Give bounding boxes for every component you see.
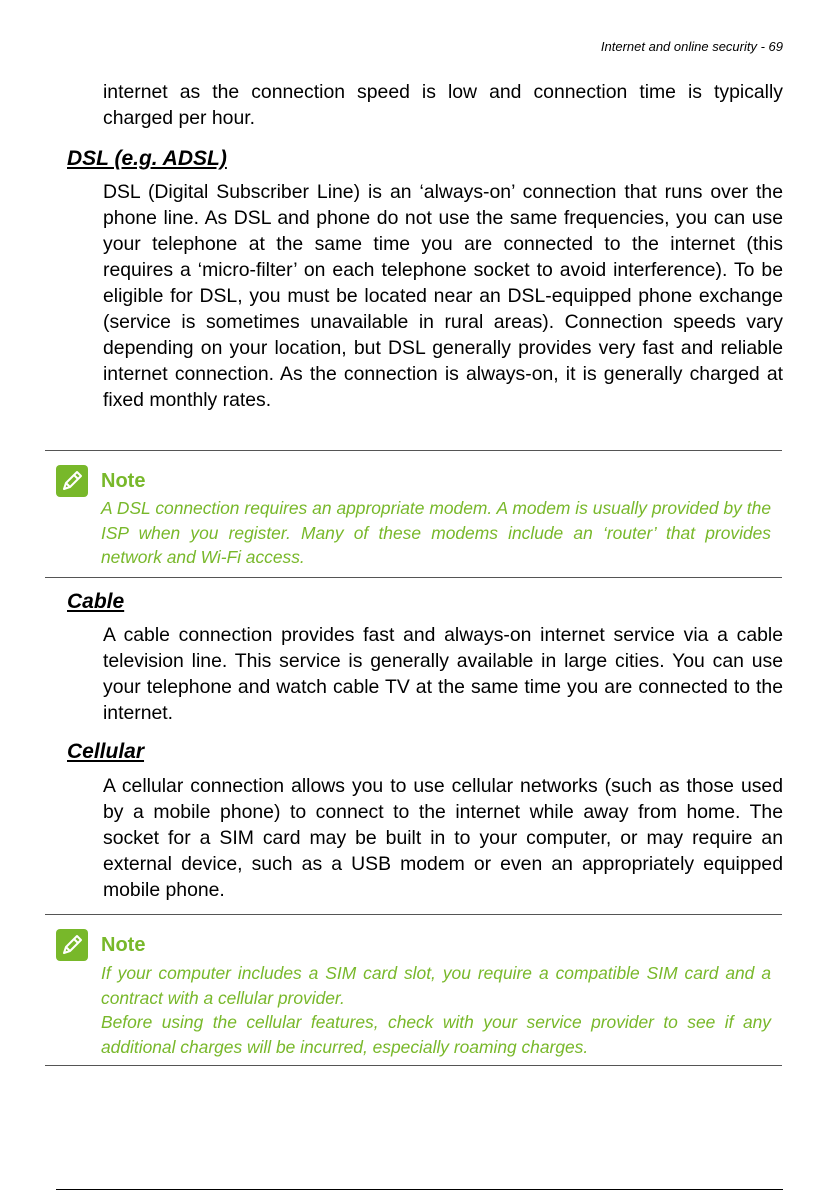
note-box-dsl bbox=[45, 450, 782, 578]
footer-rule bbox=[56, 1189, 783, 1190]
intro-paragraph-tail: internet as the connection speed is low and connection time is typically charged per hour. bbox=[103, 81, 783, 129]
section-heading-dsl: DSL (e.g. ADSL) bbox=[67, 147, 227, 170]
note-title: Note bbox=[101, 934, 146, 956]
section-body-cable: A cable connection provides fast and always-on internet service via a cable television line. This service is generally available in large cities. You can use your telephone and watch cable TV at the same time you are connected to the internet. bbox=[103, 624, 783, 724]
section-heading-cellular: Cellular bbox=[67, 740, 145, 763]
running-header: Internet and online security - 69 bbox=[600, 39, 783, 54]
section-heading-cable: Cable bbox=[67, 590, 125, 613]
section-body-dsl: DSL (Digital Subscriber Line) is an ‘always-on’ connection that runs over the phone line. As DSL and phone do not use the same frequencies, you can use your telephone at the same time you are connected to the internet (this requires a ‘micro-filter’ on each telephone socket to avoid interference). To be eligible for DSL, you must be located near an DSL-equipped phone exchange (service is sometimes unavailable in rural areas). Connection speeds vary depending on your location, but DSL generally provides very fast and reliable internet connection. As the connection is always-on, it is generally charged at fixed monthly rates. bbox=[103, 181, 783, 411]
note-title: Note bbox=[101, 470, 146, 492]
note-text: Before using the cellular features, check with your service provider to see if any additional charges will be incurred, especially roaming charges. bbox=[101, 1012, 771, 1057]
note-box-cellular bbox=[45, 914, 782, 1066]
pencil-icon bbox=[56, 929, 88, 961]
pencil-icon bbox=[56, 465, 88, 497]
section-body-cellular: A cellular connection allows you to use cellular networks (such as those used by a mobile phone) to connect to the internet while away from home. The socket for a SIM card may be built in to your computer, or may require an external device, such as a USB modem or even an appropriately equipped mobile phone. bbox=[103, 775, 783, 901]
note-text: If your computer includes a SIM card slot, you require a compatible SIM card and a contract with a cellular provider. bbox=[101, 963, 771, 1008]
note-text: A DSL connection requires an appropriate modem. A modem is usually provided by the ISP when you register. Many of these modems include an ‘router’ that provides network and Wi-Fi access. bbox=[101, 498, 771, 567]
